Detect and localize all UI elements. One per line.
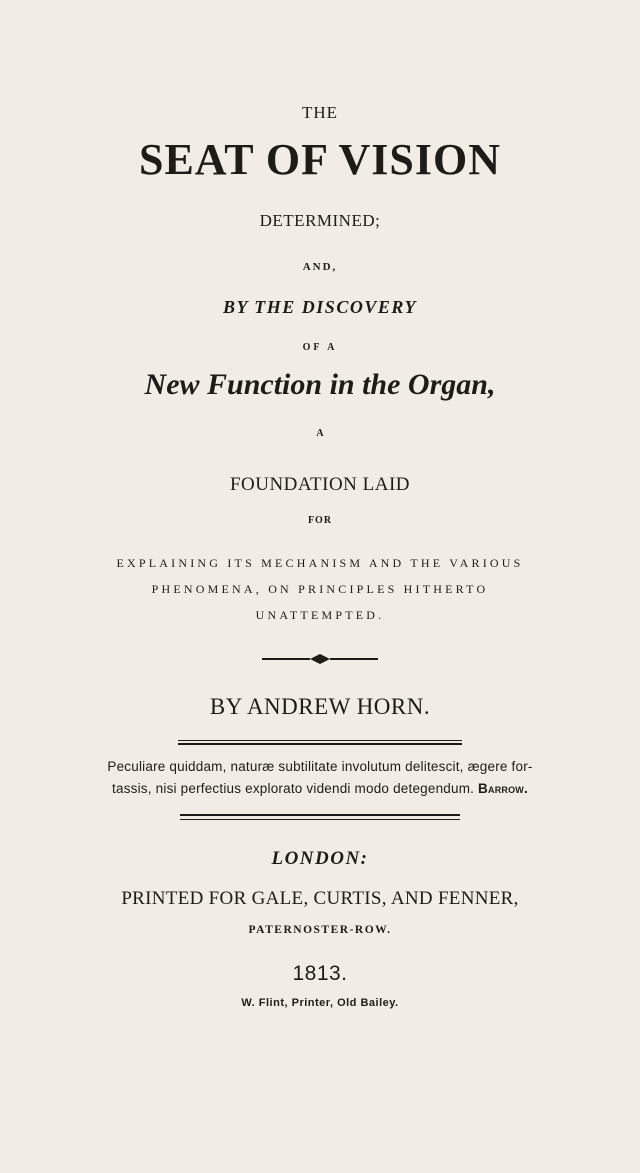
subtitle-new-function: New Function in the Organ, <box>144 368 496 401</box>
ornament-divider <box>262 654 378 664</box>
explanation-line-3: UNATTEMPTED. <box>255 608 385 622</box>
title-article: THE <box>301 103 339 122</box>
imprint-city: LONDON: <box>271 848 369 869</box>
explanation-line-2: PHENOMENA, ON PRINCIPLES HITHERTO <box>151 582 489 596</box>
motto-attribution: Barrow. <box>478 781 528 796</box>
explanation-line-1: EXPLAINING ITS MECHANISM AND THE VARIOUS <box>116 556 524 570</box>
imprint-address: PATERNOSTER-ROW. <box>248 924 392 936</box>
subtitle-a: A <box>316 428 324 439</box>
motto-line-1: Peculiare quiddam, naturæ subtilitate involutum delitescit, ægere for- <box>107 759 533 774</box>
imprint-year: 1813. <box>292 962 348 985</box>
motto-text: tassis, nisi perfectius explorato videndi modo detegendum. <box>112 781 475 796</box>
imprint-publishers: PRINTED FOR GALE, CURTIS, AND FENNER, <box>121 888 519 909</box>
author-byline: BY ANDREW HORN. <box>209 694 431 719</box>
double-rule-bottom-thick <box>180 814 460 816</box>
conjunction-and: AND, <box>302 261 338 273</box>
subtitle-for: FOR <box>307 515 333 526</box>
main-title: SEAT OF VISION <box>138 135 502 184</box>
motto-line-2 <box>0 782 640 796</box>
double-rule-top-thick <box>178 743 462 745</box>
subtitle-determined: DETERMINED; <box>259 211 381 230</box>
double-rule-bottom <box>180 819 460 820</box>
printer-credit: W. Flint, Printer, Old Bailey. <box>241 997 399 1009</box>
double-rule-top <box>178 740 462 741</box>
subtitle-foundation-laid: FOUNDATION LAID <box>229 474 411 495</box>
subtitle-of-a: OF A <box>302 342 338 353</box>
subtitle-by-the-discovery: BY THE DISCOVERY <box>222 297 418 317</box>
